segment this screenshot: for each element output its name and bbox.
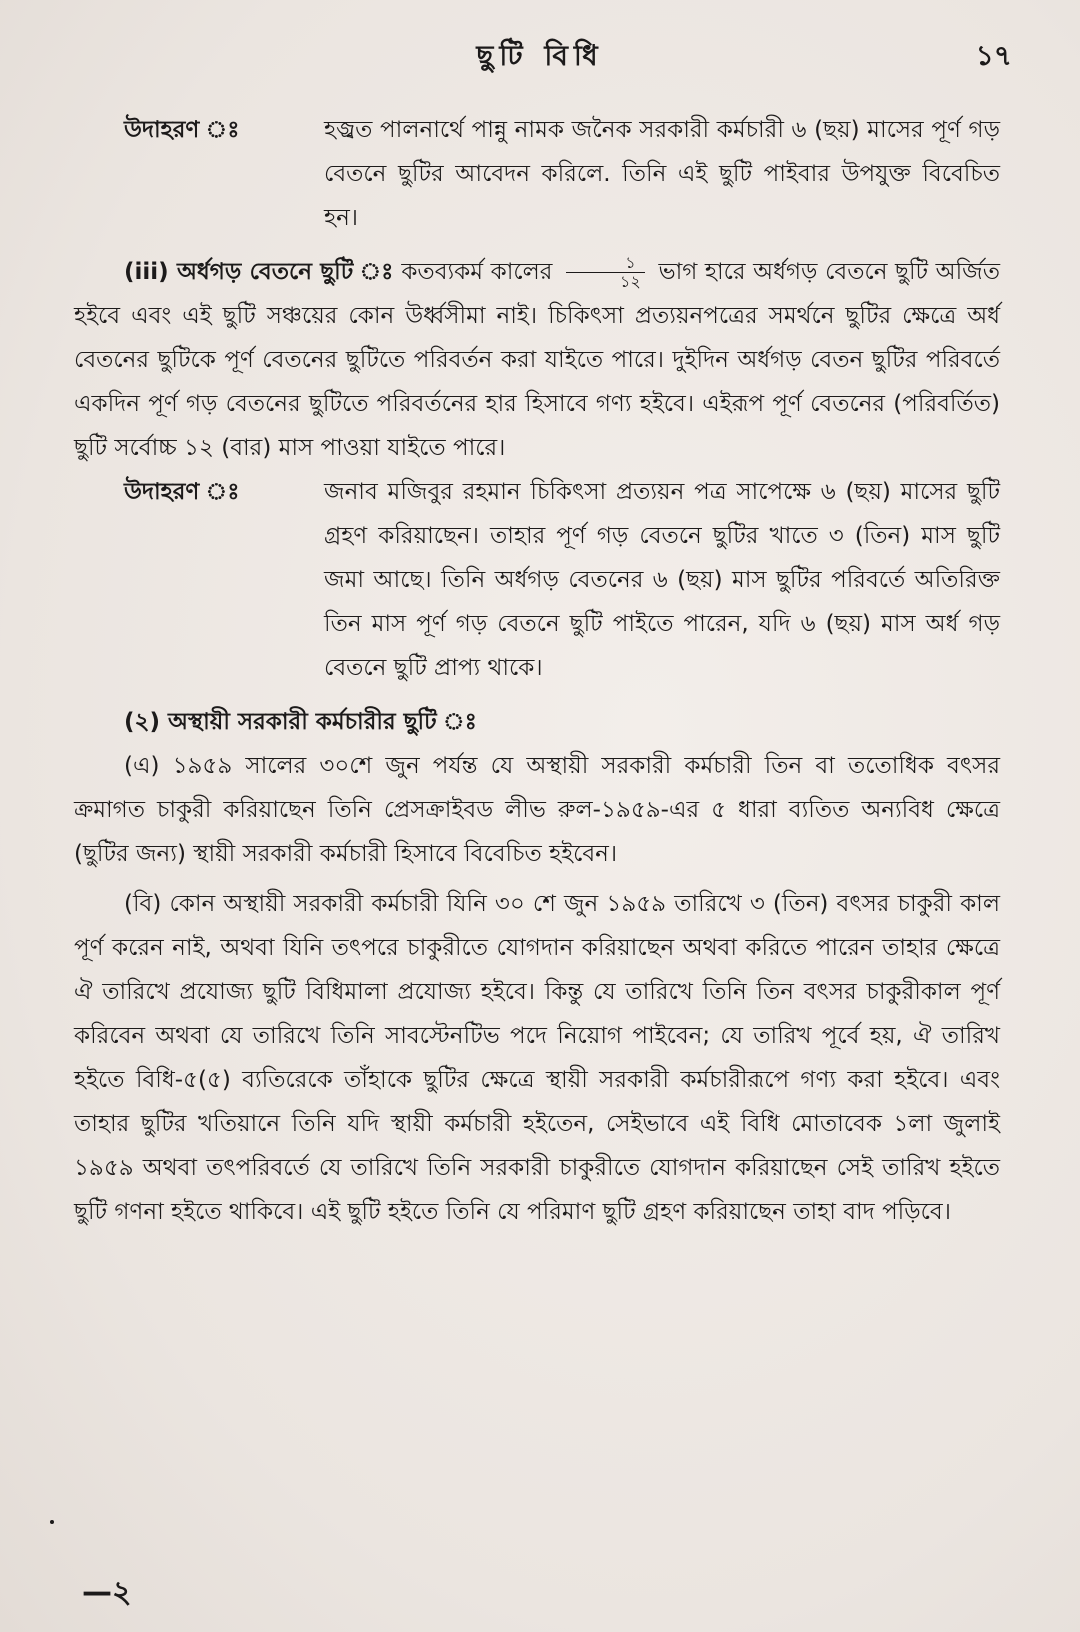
example-text: হজ্ব্রত পালনার্থে পান্নু নামক জনৈক সরকারী কর্মচারী ৬ (ছয়) মাসের পূর্ণ গড় বেতনে ছুটির আবেদন করিলে. তিনি এই ছুটি পাইবার উপযুক্ত বিবেচিত হন। [324,117,1000,231]
section-body-text: ভাগ হারে অর্ধগড় বেতনে ছুটি অর্জিত হইবে এবং এই ছুটি সঞ্চয়ের কোন উর্ধ্বসীমা নাই। চিকিৎসা প্রত্যয়নপত্রের সমর্থনে ছুটির ক্ষেত্রে অর্ধ বেতনের ছুটিকে পূর্ণ বেতনের ছুটিতে পরিবর্তন করা যাইতে পারে। দুইদিন অর্ধগড় বেতন ছুটির পরিবর্তে একদিন পূর্ণ গড় বেতনের ছুটিতে পরিবর্তনের হার হিসাবে গণ্য হইবে। এইরূপ পূর্ণ বেতনের (পরিবর্তিত) ছুটি সর্বোচ্চ ১২ (বার) মাস পাওয়া যাইতে পারে। [74,259,1001,461]
section-lead-text: কতব্যকর্ম কালের [401,259,553,285]
fraction-numerator: ১ [566,254,645,273]
fraction-one-twelfth [566,254,645,291]
section-heading: (iii) অর্ধগড় বেতনে ছুটি ঃ [124,259,394,285]
page-content [74,108,1000,1234]
section-heading-temporary-employees: (২) অস্থায়ী সরকারী কর্মচারীর ছুটি ঃ [124,709,477,735]
footer-signature-mark: —২ [82,1575,132,1610]
paragraph-a: (এ) ১৯৫৯ সালের ৩০শে জুন পর্যন্ত যে অস্থায়ী সরকারী কর্মচারী তিন বা ততোধিক বৎসর ক্রমাগত চাকুরী করিয়াছেন তিনি প্রেসক্রাইবড লীভ রুল-১৯৫৯-এর ৫ ধারা ব্যতিত অন্যবিধ ক্ষেত্রে (ছুটির জন্য) স্থায়ী সরকারী কর্মচারী হিসাবে বিবেচিত হইবেন। [74,753,1000,867]
page-header-title: ছুটি বিধি [476,39,604,72]
example-label: উদাহরণ ঃ [124,117,240,143]
stray-dot-mark [50,1520,54,1524]
paragraph-b: (বি) কোন অস্থায়ী সরকারী কর্মচারী যিনি ৩০ শে জুন ১৯৫৯ তারিখে ৩ (তিন) বৎসর চাকুরী কাল পূর্ণ করেন নাই, অথবা যিনি তৎপরে চাকুরীতে যোগদান করিয়াছেন অথবা করিতে পারেন তাহার ক্ষেত্রে ঐ তারিখে প্রযোজ্য ছুটি বিধিমালা প্রযোজ্য হইবে। কিন্তু যে তারিখে তিনি তিন বৎসর চাকুরীকাল পূর্ণ করিবেন অথবা যে তারিখে তিনি সাবস্টেনটিভ পদে নিয়োগ পাইবেন; যে তারিখ পূর্বে হয়, ঐ তারিখ হইতে বিধি-৫(৫) ব্যতিরেকে তাঁহাকে ছুটির ক্ষেত্রে স্থায়ী সরকারী কর্মচারীরূপে গণ্য করা হইবে। এবং তাহার ছুটির খতিয়ানে তিনি যদি স্থায়ী কর্মচারী হইতেন, সেইভাবে এই বিধি মোতাবেক ১লা জুলাই ১৯৫৯ অথবা তৎপরিবর্তে যে তারিখে তিনি সরকারী চাকুরীতে যোগদান করিয়াছেন সেই তারিখ হইতে ছুটি গণনা হইতে থাকিবে। এই ছুটি হইতে তিনি যে পরিমাণ ছুটি গ্রহণ করিয়াছেন তাহা বাদ পড়িবে। [74,891,1000,1225]
section-half-average-pay-leave [74,250,1000,470]
example-medical-leave [124,470,1000,690]
fraction-denominator: ১২ [620,272,641,291]
example-text: জনাব মজিবুর রহমান চিকিৎসা প্রত্যয়ন পত্র সাপেক্ষে ৬ (ছয়) মাসের ছুটি গ্রহণ করিয়াছেন। তাহার পূর্ণ গড় বেতনে ছুটির খাতে ৩ (তিন) মাস ছুটি জমা আছে। তিনি অর্ধগড় বেতনের ৬ (ছয়) মাস ছুটির পরিবর্তে অতিরিক্ত তিন মাস পূর্ণ গড় বেতনে ছুটি পাইতে পারেন, যদি ৬ (ছয়) মাস অর্ধ গড় বেতনে ছুটি প্রাপ্য থাকে। [324,479,1000,681]
page-number: ১৭ [975,39,1012,72]
example-hajj-leave [124,108,1000,240]
example-label: উদাহরণ ঃ [124,479,240,505]
